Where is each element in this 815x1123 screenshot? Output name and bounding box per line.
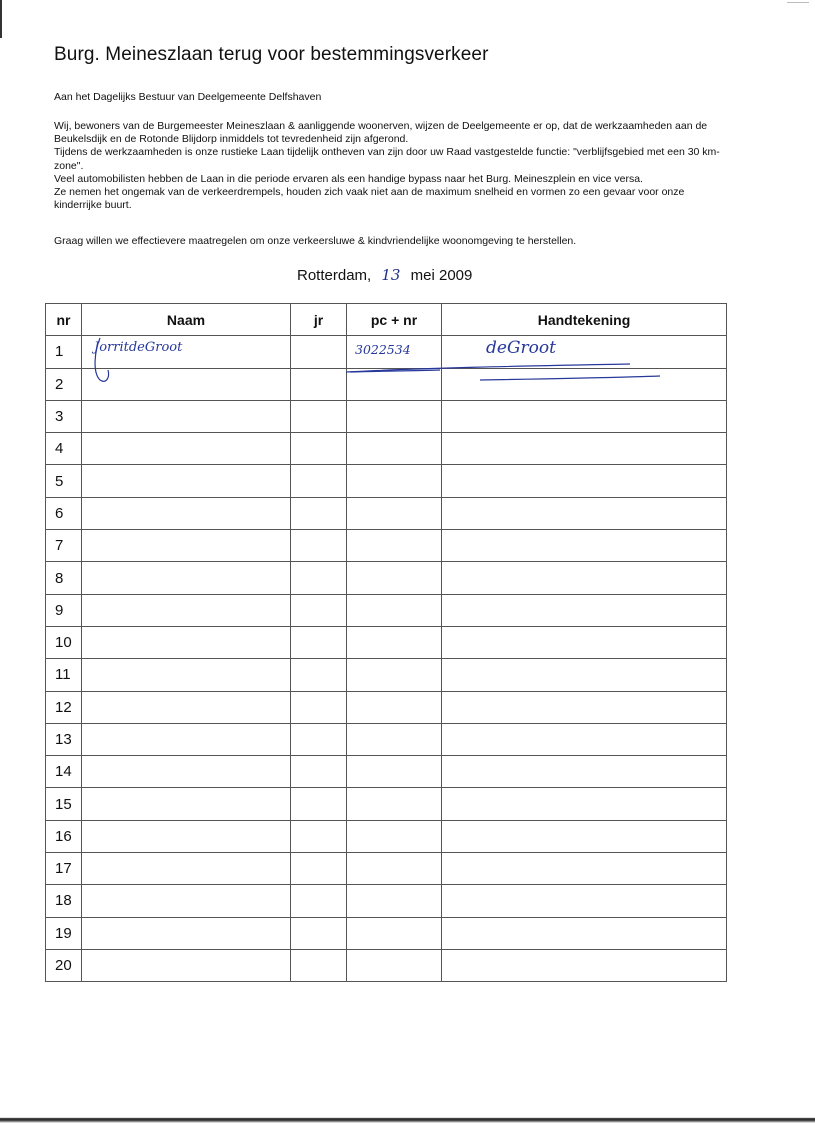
signature-cell[interactable]	[442, 659, 727, 691]
year-cell[interactable]	[291, 788, 347, 820]
signature-cell[interactable]	[442, 691, 727, 723]
table-row	[46, 885, 727, 917]
postcode-cell[interactable]	[347, 497, 442, 529]
handwritten-naam: JorritdeGroot	[94, 340, 183, 356]
table-row	[46, 562, 727, 594]
year-cell[interactable]	[291, 756, 347, 788]
year-cell[interactable]	[291, 626, 347, 658]
petition-body	[54, 120, 734, 212]
row-number: 20	[46, 949, 82, 981]
row-number: 2	[46, 368, 82, 400]
postcode-cell[interactable]	[347, 336, 442, 368]
signature-cell[interactable]	[442, 853, 727, 885]
year-cell[interactable]	[291, 530, 347, 562]
addressee-line: Aan het Dagelijks Bestuur van Deelgemeente Delfshaven	[54, 91, 322, 103]
header-handtekening: Handtekening	[442, 304, 727, 336]
signature-cell[interactable]	[442, 594, 727, 626]
row-number: 8	[46, 562, 82, 594]
year-cell[interactable]	[291, 562, 347, 594]
month-year: mei 2009	[410, 267, 473, 284]
scan-edge-mark	[0, 0, 2, 38]
signature-cell[interactable]	[442, 723, 727, 755]
year-cell[interactable]	[291, 465, 347, 497]
row-number: 15	[46, 788, 82, 820]
table-row	[46, 530, 727, 562]
year-cell[interactable]	[291, 691, 347, 723]
year-cell[interactable]	[291, 368, 347, 400]
name-cell[interactable]	[82, 820, 291, 852]
handwritten-pc: 3022534	[355, 342, 411, 358]
signature-cell[interactable]	[442, 368, 727, 400]
table-row	[46, 594, 727, 626]
name-cell[interactable]	[82, 917, 291, 949]
place-label: Rotterdam,	[297, 267, 372, 284]
table-row	[46, 691, 727, 723]
header-naam: Naam	[82, 304, 291, 336]
signature-cell[interactable]	[442, 433, 727, 465]
signature-cell[interactable]	[442, 788, 727, 820]
table-row	[46, 949, 727, 981]
table-row	[46, 820, 727, 852]
table-row	[46, 336, 727, 368]
postcode-cell[interactable]	[347, 562, 442, 594]
postcode-cell[interactable]	[347, 691, 442, 723]
signature-cell[interactable]	[442, 949, 727, 981]
place-date-line	[297, 266, 472, 284]
name-cell[interactable]	[82, 949, 291, 981]
table-row	[46, 917, 727, 949]
year-cell[interactable]	[291, 917, 347, 949]
row-number: 3	[46, 400, 82, 432]
table-row	[46, 368, 727, 400]
name-cell[interactable]	[82, 400, 291, 432]
year-cell[interactable]	[291, 659, 347, 691]
postcode-cell[interactable]	[347, 368, 442, 400]
scan-corner-mark	[787, 2, 809, 9]
signature-cell[interactable]	[442, 885, 727, 917]
paragraph: Veel automobilisten hebben de Laan in die periode ervaren als een handige bypass naar het Burg. Meineszplein en vice versa.	[54, 172, 643, 185]
header-pc: pc + nr	[347, 304, 442, 336]
year-cell[interactable]	[291, 594, 347, 626]
name-cell[interactable]	[82, 853, 291, 885]
table-row	[46, 788, 727, 820]
table-header-row	[46, 304, 727, 336]
closing-request: Graag willen we effectievere maatregelen om onze verkeersluwe & kindvriendelijke woonomgeving te herstellen.	[54, 235, 577, 247]
postcode-cell[interactable]	[347, 885, 442, 917]
postcode-cell[interactable]	[347, 853, 442, 885]
postcode-cell[interactable]	[347, 659, 442, 691]
signature-cell[interactable]	[442, 497, 727, 529]
row-number: 10	[46, 626, 82, 658]
table-row	[46, 853, 727, 885]
signature-cell[interactable]	[442, 336, 727, 368]
name-cell[interactable]	[82, 885, 291, 917]
paragraph: Ze nemen het ongemak van de verkeerdrempels, houden zich vaak niet aan de maximum snelheid en vormen zo een gevaar voor onze kinderrijke buurt.	[54, 186, 685, 212]
table-row	[46, 497, 727, 529]
name-cell[interactable]	[82, 756, 291, 788]
postcode-cell[interactable]	[347, 465, 442, 497]
row-number: 16	[46, 820, 82, 852]
name-cell[interactable]	[82, 465, 291, 497]
name-cell[interactable]	[82, 368, 291, 400]
document-title: Burg. Meineszlaan terug voor bestemmingsverkeer	[54, 44, 489, 65]
name-cell[interactable]	[82, 562, 291, 594]
name-cell[interactable]	[82, 659, 291, 691]
year-cell[interactable]	[291, 820, 347, 852]
row-number: 9	[46, 594, 82, 626]
year-cell[interactable]	[291, 949, 347, 981]
row-number: 14	[46, 756, 82, 788]
paragraph: Tijdens de werkzaamheden is onze rustieke Laan tijdelijk ontheven van zijn door uw Raad vastgestelde functie: "verblijfsgebied met een 30 km-zone".	[54, 146, 720, 172]
postcode-cell[interactable]	[347, 530, 442, 562]
year-cell[interactable]	[291, 336, 347, 368]
row-number: 4	[46, 433, 82, 465]
signature-cell[interactable]	[442, 756, 727, 788]
postcode-cell[interactable]	[347, 594, 442, 626]
year-cell[interactable]	[291, 853, 347, 885]
signature-cell[interactable]	[442, 820, 727, 852]
name-cell[interactable]	[82, 433, 291, 465]
handwritten-day: 13	[381, 266, 401, 284]
table-row	[46, 626, 727, 658]
signature-cell[interactable]	[442, 530, 727, 562]
name-cell[interactable]	[82, 788, 291, 820]
signature-cell[interactable]	[442, 400, 727, 432]
name-cell[interactable]	[82, 594, 291, 626]
postcode-cell[interactable]	[347, 788, 442, 820]
table-row	[46, 433, 727, 465]
table-row	[46, 723, 727, 755]
year-cell[interactable]	[291, 400, 347, 432]
header-jr: jr	[291, 304, 347, 336]
table-row	[46, 465, 727, 497]
name-cell[interactable]	[82, 336, 291, 368]
postcode-cell[interactable]	[347, 949, 442, 981]
year-cell[interactable]	[291, 723, 347, 755]
name-cell[interactable]	[82, 530, 291, 562]
signature-cell[interactable]	[442, 917, 727, 949]
signature-cell[interactable]	[442, 465, 727, 497]
table-row	[46, 400, 727, 432]
row-number: 12	[46, 691, 82, 723]
table-row	[46, 659, 727, 691]
signature-cell[interactable]	[442, 626, 727, 658]
name-cell[interactable]	[82, 626, 291, 658]
row-number: 6	[46, 497, 82, 529]
year-cell[interactable]	[291, 433, 347, 465]
name-cell[interactable]	[82, 723, 291, 755]
year-cell[interactable]	[291, 885, 347, 917]
paragraph: Wij, bewoners van de Burgemeester Meineszlaan & aanliggende woonerven, wijzen de Deelgemeente er op, dat de werkzaamheden aan de Beukelsdijk en de Rotonde Blijdorp inmiddels tot tevredenheid zijn afgerond.	[54, 120, 708, 146]
postcode-cell[interactable]	[347, 626, 442, 658]
name-cell[interactable]	[82, 497, 291, 529]
postcode-cell[interactable]	[347, 723, 442, 755]
scan-bottom-edge	[0, 1115, 815, 1123]
row-number: 7	[46, 530, 82, 562]
row-number: 5	[46, 465, 82, 497]
handwritten-signature: deGroot	[486, 338, 556, 359]
postcode-cell[interactable]	[347, 820, 442, 852]
postcode-cell[interactable]	[347, 756, 442, 788]
year-cell[interactable]	[291, 497, 347, 529]
postcode-cell[interactable]	[347, 400, 442, 432]
name-cell[interactable]	[82, 691, 291, 723]
row-number: 19	[46, 917, 82, 949]
signature-cell[interactable]	[442, 562, 727, 594]
row-number: 13	[46, 723, 82, 755]
signature-table	[45, 303, 727, 982]
row-number: 1	[46, 336, 82, 368]
postcode-cell[interactable]	[347, 433, 442, 465]
postcode-cell[interactable]	[347, 917, 442, 949]
header-nr: nr	[46, 304, 82, 336]
row-number: 17	[46, 853, 82, 885]
table-row	[46, 756, 727, 788]
row-number: 11	[46, 659, 82, 691]
row-number: 18	[46, 885, 82, 917]
